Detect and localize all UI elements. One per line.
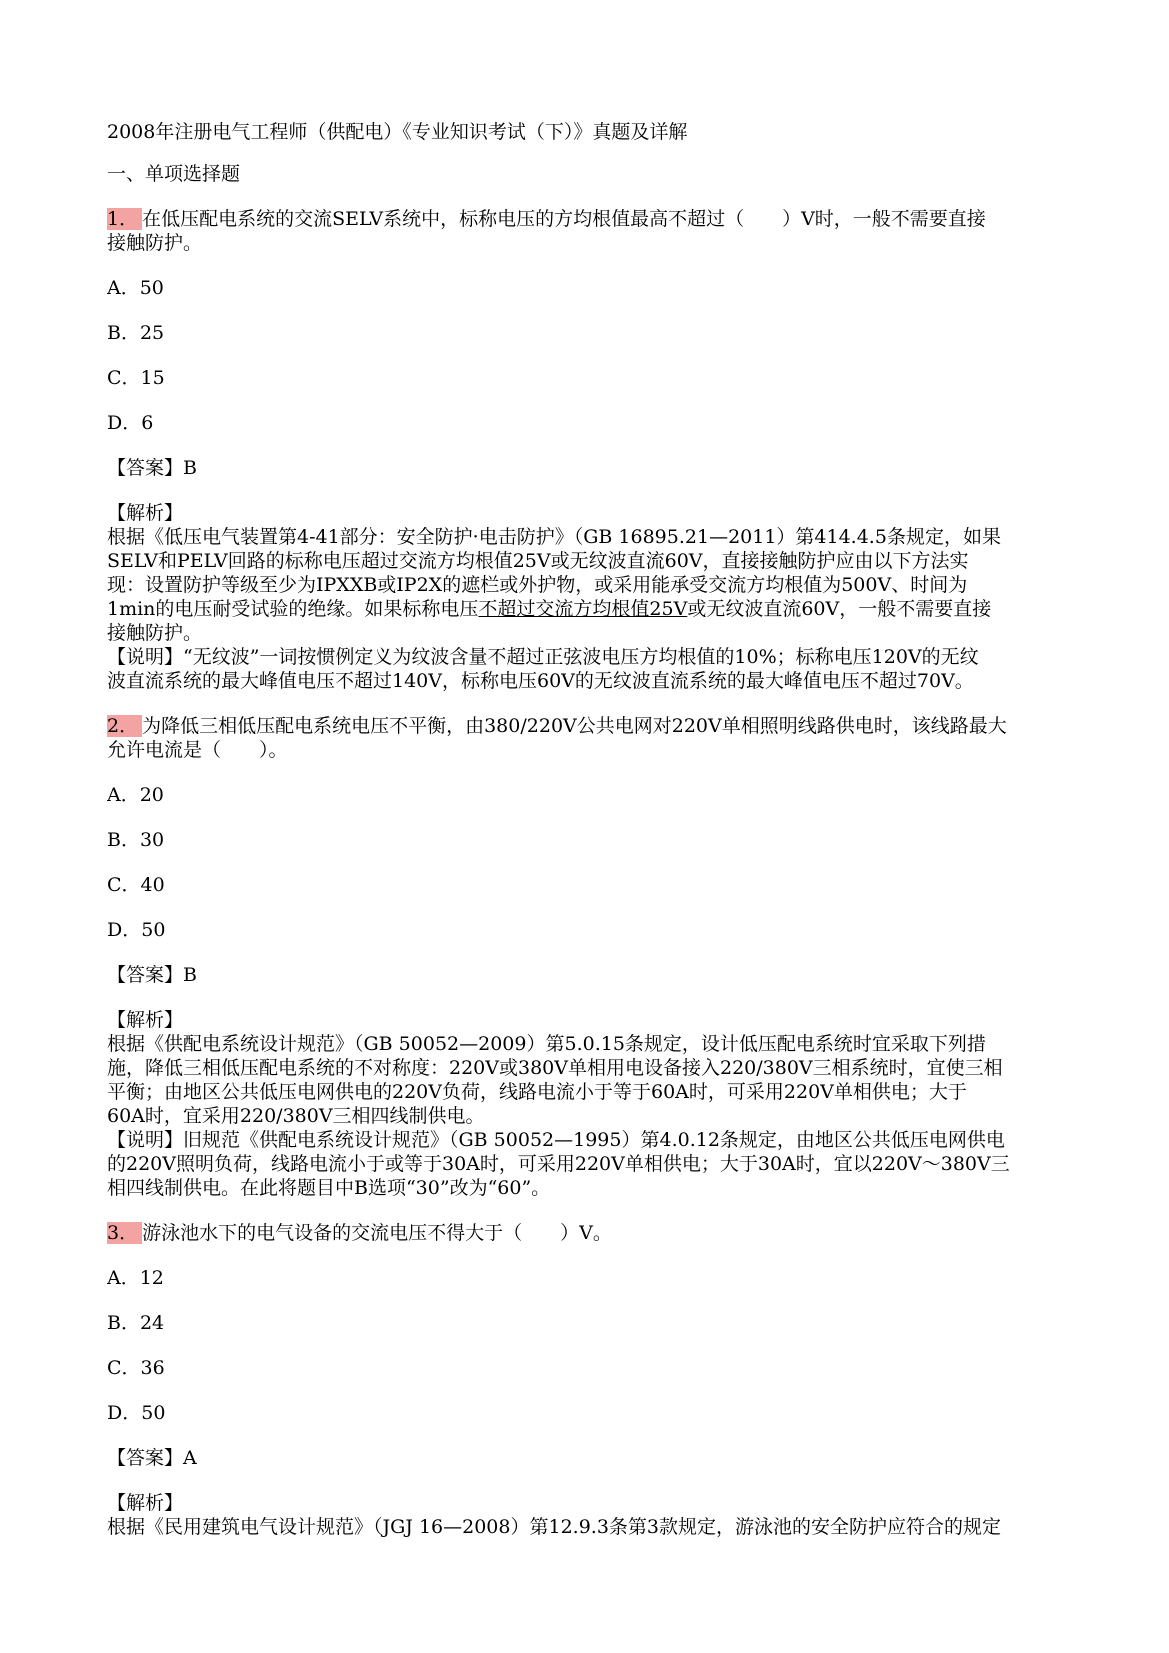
underlined-key-phrase: 不超过交流方均根值25V: [478, 598, 688, 620]
question-1-analysis: [107, 501, 1067, 693]
question-2-stem-line-1: [107, 714, 1067, 738]
question-3-stem-line-1: [107, 1221, 1067, 1245]
question-3-option-c: C．36: [107, 1357, 165, 1379]
question-2-note-line: 的220V照明负荷，线路电流小于或等于30A时，可采用220V单相供电；大于30A时，宜以220V～380V三: [107, 1153, 1010, 1175]
question-1: [107, 207, 1067, 255]
question-1-note-line: 波直流系统的最大峰值电压不超过140V，标称电压60V的无纹波直流系统的最大峰值电压不超过70V。: [107, 670, 974, 692]
question-1-number: 1．: [107, 208, 142, 230]
question-1-analysis-line: 根据《低压电气装置第4-41部分：安全防护·电击防护》（GB 16895.21—2011）第414.4.5条规定，如果: [107, 526, 1001, 548]
question-1-analysis-line: 接触防护。: [107, 622, 203, 644]
question-2-number: 2．: [107, 715, 142, 737]
question-3-analysis-line: 根据《民用建筑电气设计规范》（JGJ 16—2008）第12.9.3条第3款规定，游泳池的安全防护应符合的规定: [107, 1516, 1002, 1538]
question-3-analysis-label: 【解析】: [107, 1492, 184, 1514]
question-2-note-line: 相四线制供电。在此将题目中B选项“30”改为“60”。: [107, 1177, 551, 1199]
question-2-note-line: 【说明】旧规范《供配电系统设计规范》（GB 50052—1995）第4.0.12条规定，由地区公共低压电网供电: [107, 1129, 1005, 1151]
analysis-text: 1min的电压耐受试验的绝缘。如果标称电压: [107, 598, 479, 620]
document-page: [107, 108, 1067, 1560]
question-3-option-d: D．50: [107, 1402, 166, 1424]
question-1-analysis-line: [107, 597, 1067, 621]
question-1-analysis-label: 【解析】: [107, 502, 184, 524]
question-1-stem-line-2: 接触防护。: [107, 232, 203, 254]
question-1-option-c: C．15: [107, 367, 165, 389]
question-2-analysis-line: 根据《供配电系统设计规范》（GB 50052—2009）第5.0.15条规定，设计低压配电系统时宜采取下列措: [107, 1033, 986, 1055]
question-3-answer: 【答案】A: [107, 1447, 197, 1469]
question-2-analysis-label: 【解析】: [107, 1009, 184, 1031]
section-heading: 一、单项选择题: [107, 163, 241, 185]
question-2-answer: 【答案】B: [107, 964, 197, 986]
question-2-stem-line-2: 允许电流是（ ）。: [107, 739, 288, 761]
analysis-text: 或无纹波直流60V，一般不需要直接: [687, 598, 992, 620]
question-2-option-a: A．20: [107, 784, 164, 806]
question-3-number: 3．: [107, 1222, 142, 1244]
question-1-analysis-line: SELV和PELV回路的标称电压超过交流方均根值25V或无纹波直流60V，直接接触防护应由以下方法实: [107, 550, 969, 572]
question-2-option-c: C．40: [107, 874, 165, 896]
question-3-analysis: [107, 1491, 1067, 1539]
question-1-stem-line-1: [107, 207, 1067, 231]
question-2-analysis: [107, 1008, 1067, 1200]
question-1-analysis-line: 现：设置防护等级至少为IPXXB或IP2X的遮栏或外护物，或采用能承受交流方均根值为500V、时间为: [107, 574, 968, 596]
question-2-analysis-line: 60A时，宜采用220/380V三相四线制供电。: [107, 1105, 485, 1127]
question-1-option-a: A．50: [107, 277, 164, 299]
question-3-option-b: B．24: [107, 1312, 165, 1334]
question-2-analysis-line: 施，降低三相低压配电系统的不对称度：220V或380V单相用电设备接入220/380V三相系统时，宜使三相: [107, 1057, 1003, 1079]
question-1-option-b: B．25: [107, 322, 165, 344]
question-2-option-b: B．30: [107, 829, 165, 851]
question-1-option-d: D．6: [107, 412, 154, 434]
question-2-stem-text: 为降低三相低压配电系统电压不平衡，由380/220V公共电网对220V单相照明线路供电时，该线路最大: [142, 715, 1007, 737]
question-1-note-line: 【说明】“无纹波”一词按惯例定义为纹波含量不超过正弦波电压方均根值的10%；标称电压120V的无纹: [107, 646, 979, 668]
question-3-stem-text: 游泳池水下的电气设备的交流电压不得大于（ ）V。: [142, 1222, 612, 1244]
question-1-stem-text: 在低压配电系统的交流SELV系统中，标称电压的方均根值最高不超过（ ）V时，一般不需要直接: [142, 208, 986, 230]
document-title: 2008年注册电气工程师（供配电）《专业知识考试（下）》真题及详解: [107, 121, 688, 143]
question-2-option-d: D．50: [107, 919, 166, 941]
question-2: [107, 714, 1067, 762]
question-3: [107, 1221, 1067, 1245]
question-1-answer: 【答案】B: [107, 457, 197, 479]
question-2-analysis-line: 平衡；由地区公共低压电网供电的220V负荷，线路电流小于等于60A时，可采用220V单相供电；大于: [107, 1081, 967, 1103]
question-3-option-a: A．12: [107, 1267, 164, 1289]
